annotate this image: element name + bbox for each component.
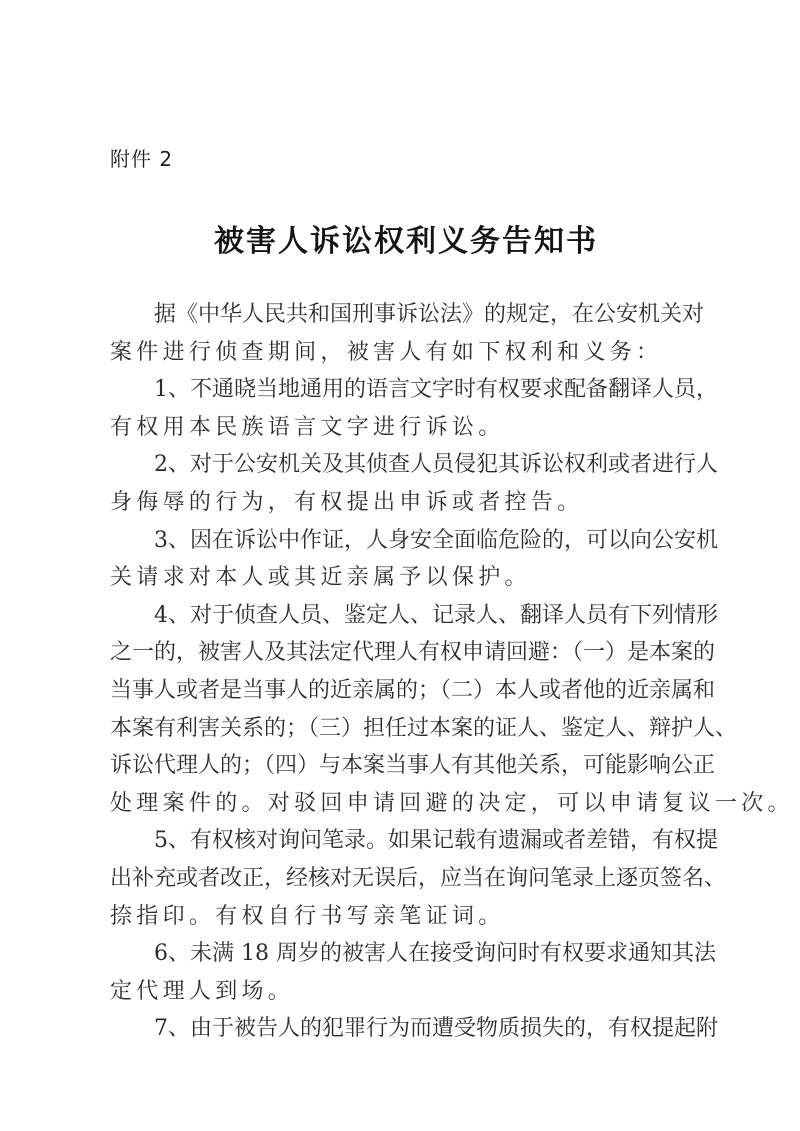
body-line: 2、对于公安机关及其侦查人员侵犯其诉讼权利或者进行人 (154, 452, 718, 478)
body-line: 之一的，被害人及其法定代理人有权申请回避：（一）是本案的 (110, 640, 716, 666)
body-line: 有权用本民族语言文字进行诉讼。 (110, 414, 505, 440)
document-title: 被害人诉讼权利义务告知书 (214, 224, 598, 259)
body-line: 定代理人到场。 (110, 978, 295, 1004)
body-line: 7、由于被告人的犯罪行为而遭受物质损失的，有权提起附 (154, 1016, 718, 1042)
body-line: 本案有利害关系的；（三）担任过本案的证人、鉴定人、辩护人、 (110, 715, 738, 741)
body-line: 6、未满 18 周岁的被害人在接受询问时有权要求通知其法 (154, 941, 716, 967)
body-line: 处理案件的。对驳回申请回避的决定，可以申请复议一次。 (110, 790, 794, 816)
body-line: 4、对于侦查人员、鉴定人、记录人、翻译人员有下列情形 (154, 602, 718, 628)
body-line: 诉讼代理人的；（四）与本案当事人有其他关系，可能影响公正 (110, 753, 716, 779)
body-line: 5、有权核对询问笔录。如果记载有遗漏或者差错，有权提 (154, 828, 718, 854)
document-body (110, 296, 794, 1048)
body-line: 关请求对本人或其近亲属予以保护。 (110, 565, 531, 591)
body-line: 捺指印。有权自行书写亲笔证词。 (110, 903, 505, 929)
body-line: 案件进行侦查期间，被害人有如下权利和义务： (110, 339, 663, 365)
body-line: 身侮辱的行为，有权提出申诉或者控告。 (110, 489, 584, 515)
body-line: 当事人或者是当事人的近亲属的；（二）本人或者他的近亲属和 (110, 677, 716, 703)
attachment-label: 附件 2 (110, 147, 174, 171)
body-line: 据《中华人民共和国刑事诉讼法》的规定，在公安机关对 (154, 302, 705, 327)
body-line: 3、因在诉讼中作证，人身安全面临危险的，可以向公安机 (154, 527, 718, 553)
body-line: 出补充或者改正，经核对无误后，应当在询问笔录上逐页签名、 (110, 865, 727, 891)
body-line: 1、不通晓当地通用的语言文字时有权要求配备翻译人员， (154, 377, 718, 403)
